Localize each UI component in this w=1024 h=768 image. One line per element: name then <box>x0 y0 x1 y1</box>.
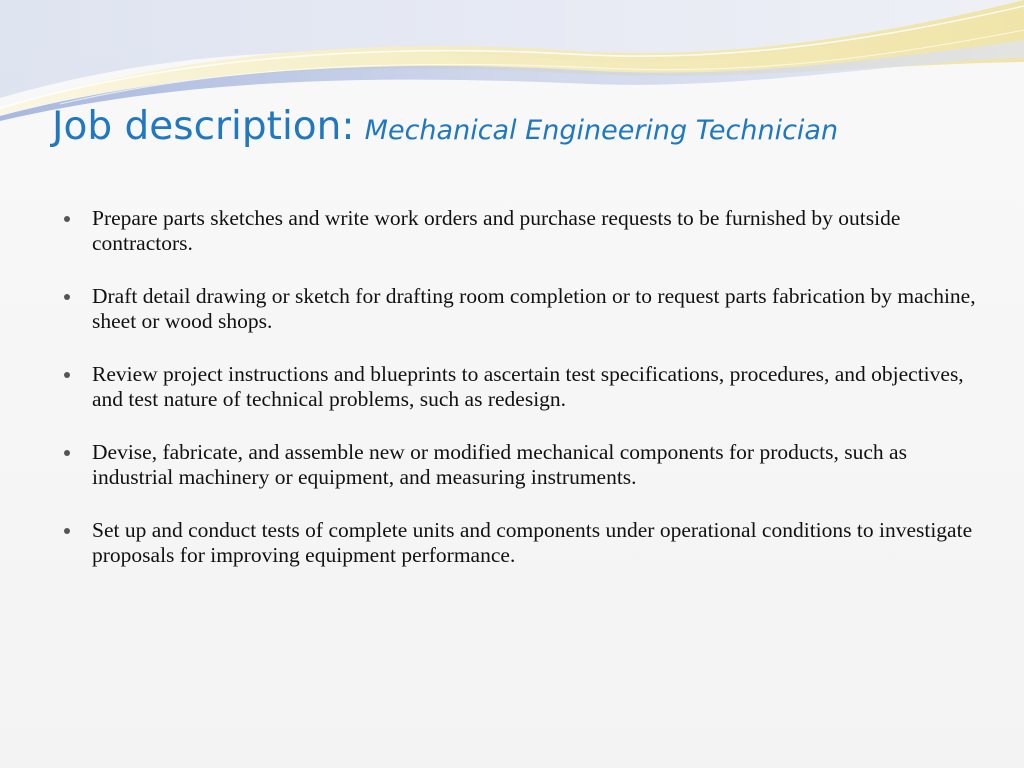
bullet-text: Set up and conduct tests of complete units and components under operational conditions to investigate proposals for improving equipment performance. <box>92 518 973 567</box>
bullet-text: Devise, fabricate, and assemble new or modified mechanical components for products, such as industrial machinery or equipment, and measuring instruments. <box>92 440 907 489</box>
bullet-text: Prepare parts sketches and write work orders and purchase requests to be furnished by outside contractors. <box>92 206 901 255</box>
title-subtitle: Mechanical Engineering Technician <box>364 115 839 146</box>
bullet-icon <box>64 216 70 222</box>
list-item <box>56 206 976 255</box>
bullet-icon <box>64 450 70 456</box>
list-item <box>56 284 976 333</box>
bullet-text: Review project instructions and blueprints to ascertain test specifications, procedures, and objectives, and test nature of technical problems, such as redesign. <box>92 362 964 411</box>
title-main: Job description: <box>52 104 355 149</box>
bullet-icon <box>64 528 70 534</box>
bullet-text: Draft detail drawing or sketch for drafting room completion or to request parts fabrication by machine, sheet or wood shops. <box>92 284 976 333</box>
list-item <box>56 362 976 411</box>
list-item <box>56 440 976 489</box>
bullet-icon <box>64 372 70 378</box>
page-title <box>52 104 838 151</box>
bullet-icon <box>64 294 70 300</box>
bullet-list <box>56 206 976 596</box>
list-item <box>56 518 976 567</box>
